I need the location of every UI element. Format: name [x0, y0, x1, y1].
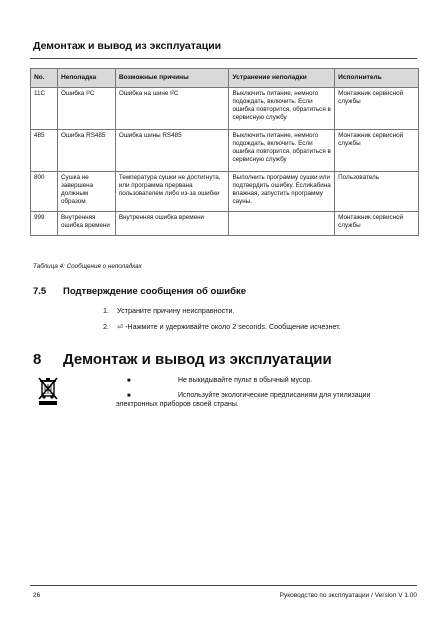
bullet-text-continuation: электронных приборов своей страны. — [116, 401, 239, 408]
cell-remedy: Выключить питание, немного подождать, включить. Если ошибка повторится, обратиться в сервисную службу — [229, 88, 335, 130]
chapter-title: Демонтаж и вывод из эксплуатации — [63, 351, 332, 368]
table-caption: Таблица 4: Сообщения о неполадках — [33, 263, 142, 270]
col-header-performer: Исполнитель — [335, 69, 419, 88]
cell-remedy: Выключить питание, немного подождать, включить. Если ошибка повторится, обратиться в сервисную службу — [229, 130, 335, 172]
cell-performer: Монтажник сервисной службы — [335, 130, 419, 172]
table-row — [31, 88, 419, 130]
footer-text: Руководство по эксплуатации / Version V 1.00 — [279, 592, 417, 599]
cell-performer: Монтажник сервисной службы — [335, 212, 419, 236]
cell-causes: Внутренняя ошибка времени — [115, 212, 229, 236]
table-row — [31, 212, 419, 236]
table-row — [31, 130, 419, 172]
cell-fault: Сушка не завершена должным образом — [57, 172, 115, 212]
header-divider — [30, 58, 417, 59]
step-text: ⏎ -Нажмите и удерживайте около 2 seconds. Сообщение исчезнет. — [117, 322, 341, 331]
cell-remedy — [229, 212, 335, 236]
error-table — [30, 68, 419, 236]
cell-performer: Пользователь — [335, 172, 419, 212]
cell-causes: Ошибка на шине I²C — [115, 88, 229, 130]
bullet-icon: ■ — [127, 378, 131, 384]
page-header-title: Демонтаж и вывод из эксплуатации — [33, 40, 222, 52]
section-title: Подтверждение сообщения об ошибке — [63, 286, 247, 297]
bullet-text: Используйте экологические предписаниям для утилизации — [178, 392, 371, 399]
col-header-causes: Возможные причины — [115, 69, 229, 88]
step-text: Устраните причину неисправности. — [117, 306, 235, 315]
col-header-remedy: Устранение неполадки — [229, 69, 335, 88]
table-header-row — [31, 69, 419, 88]
col-header-fault: Неполадка — [57, 69, 115, 88]
chapter-number: 8 — [33, 351, 42, 368]
cell-fault: Внутренняя ошибка времени — [57, 212, 115, 236]
col-header-no: No. — [31, 69, 58, 88]
page-number: 26 — [33, 592, 41, 599]
bullet-icon: ■ — [127, 393, 131, 399]
cell-remedy: Выполнить программу сушки или подтвердить ошибку. Еслиkабина влажная, запустить программу сауны. — [229, 172, 335, 212]
cell-no: 11C — [31, 88, 58, 130]
footer-divider — [30, 585, 417, 586]
section-number: 7.5 — [33, 286, 47, 297]
step-number: 1. — [103, 306, 109, 315]
bullet-text: Не выкидывайте пульт в обычный мусор. — [178, 377, 313, 384]
cell-fault: Ошибка RS485 — [57, 130, 115, 172]
cell-performer: Монтажник сервисной службы — [335, 88, 419, 130]
crossed-out-bin-icon — [36, 376, 60, 406]
cell-no: 485 — [31, 130, 58, 172]
cell-no: 800 — [31, 172, 58, 212]
cell-no: 999 — [31, 212, 58, 236]
cell-fault: Ошибка I²C — [57, 88, 115, 130]
cell-causes: Ошибка шины RS485 — [115, 130, 229, 172]
step-number: 2. — [103, 322, 109, 331]
cell-causes: Температура сушки не достигнута, или программа прервана пользователем либо из-за ошибки — [115, 172, 229, 212]
table-row — [31, 172, 419, 212]
